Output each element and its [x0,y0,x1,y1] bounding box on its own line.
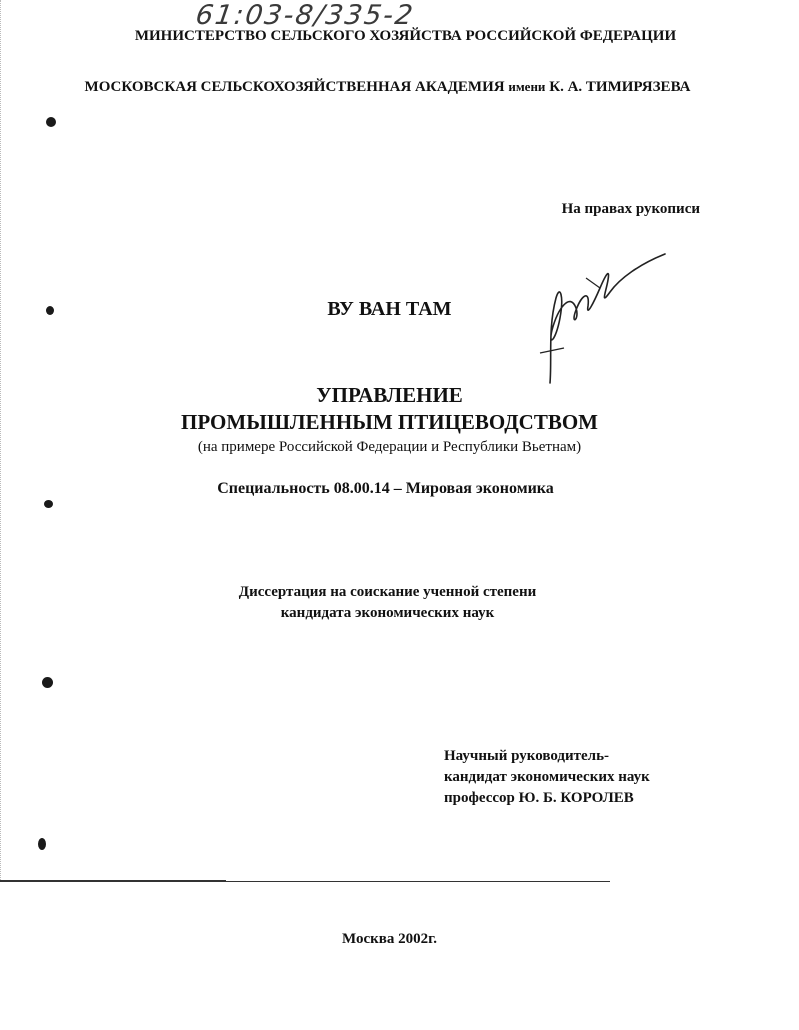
punch-hole-mark [46,117,56,127]
archive-number-handwritten: 61:03-8/335-2 [193,0,417,31]
degree-statement-line-2: кандидата экономических наук [280,605,495,621]
ministry-name: МИНИСТЕРСТВО СЕЛЬСКОГО ХОЗЯЙСТВА РОССИЙСКОЙ ФЕДЕРАЦИИ [134,28,677,44]
supervisor-degree: кандидат экономических наук [444,769,650,785]
dissertation-title-line-2: ПРОМЫШЛЕННЫМ ПТИЦЕВОДСТВОМ [181,410,598,434]
academy-name-prefix: МОСКОВСКАЯ СЕЛЬСКОХОЗЯЙСТВЕННАЯ АКАДЕМИЯ [84,79,505,95]
city-and-year: Москва 2002г. [342,931,437,947]
punch-hole-mark [42,677,53,688]
academy-name-suffix: К. А. ТИМИРЯЗЕВА [549,79,691,95]
supervisor-block [444,746,650,809]
signature-icon [530,248,670,388]
academy-name-imeni: имени [508,79,546,94]
author-name: ВУ ВАН ТАМ [327,298,452,320]
dissertation-title-line-1: УПРАВЛЕНИЕ [316,383,463,407]
degree-statement-line-1: Диссертация на соискание ученной степени [238,584,537,600]
divider [0,881,610,882]
academy-name [0,79,787,96]
punch-hole-mark [38,838,46,850]
punch-hole-mark [44,500,53,508]
supervisor-role: Научный руководитель- [444,748,609,764]
specialty: Специальность 08.00.14 – Мировая экономика [217,480,554,497]
supervisor-name: профессор Ю. Б. КОРОЛЕВ [444,790,634,806]
dissertation-subtitle: (на примере Российской Федерации и Республики Вьетнам) [197,439,582,455]
manuscript-rights-note: На правах рукописи [561,201,700,217]
